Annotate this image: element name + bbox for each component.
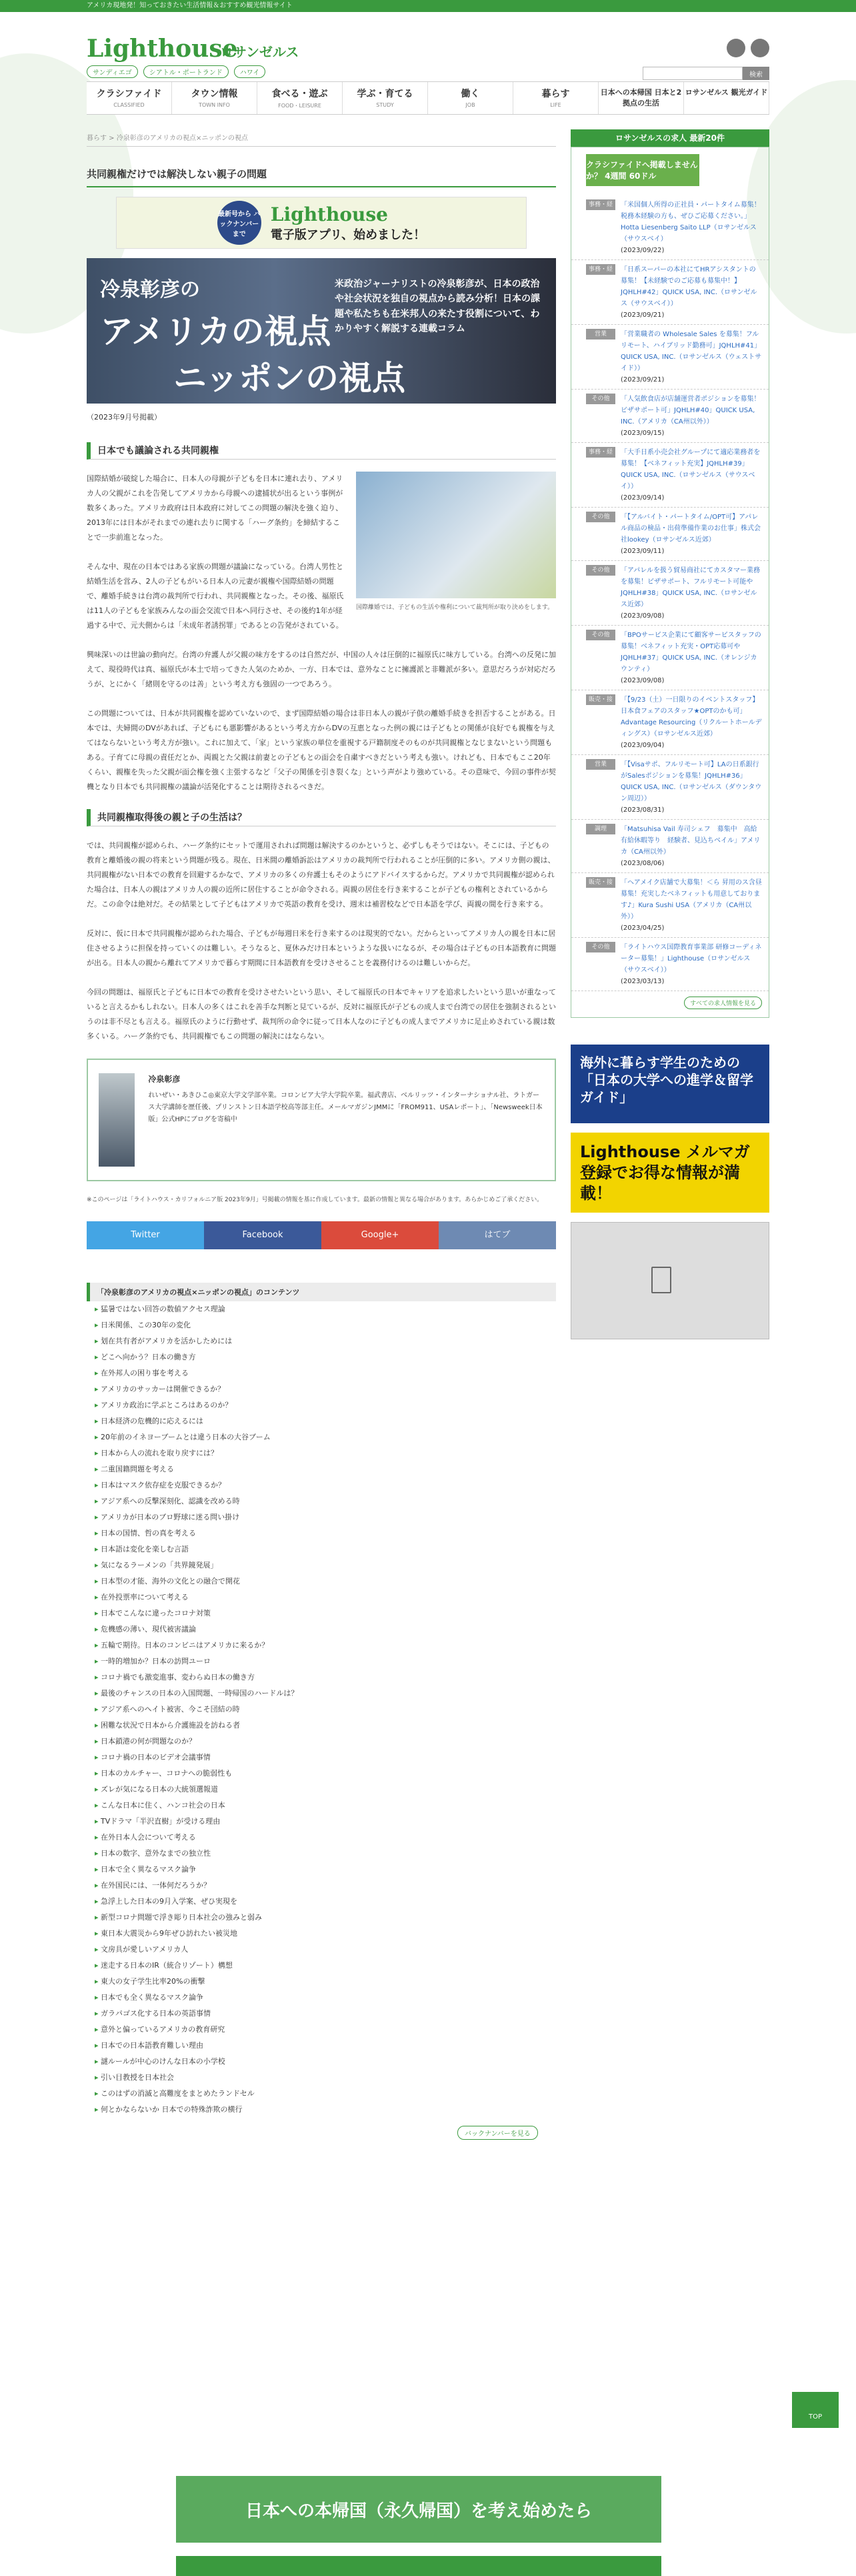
column-link[interactable]: ▸ 何とかならないか 日本での特殊詐欺の横行	[87, 2102, 556, 2118]
column-list-items	[87, 1301, 556, 2118]
job-title-link[interactable]: 「人気飲食店が店舗運営者ポジションを募集！ビザサポート可」JQHLH#40」QUICK USA, INC.（アメリカ（CA州以外））	[621, 396, 761, 426]
column-link[interactable]: ▸ 在外投票率について考える	[87, 1589, 556, 1605]
column-link[interactable]: ▸ 猛暑ではない回答の数値アクセス理論	[87, 1301, 556, 1317]
column-link[interactable]: ▸ 日本での日本語教育難しい理由	[87, 2038, 556, 2054]
job-category-tag: その他	[586, 942, 615, 952]
region-link[interactable]: シアトル・ポートランド	[143, 65, 229, 78]
job-category-tag: 営業	[586, 329, 615, 340]
job-item[interactable]	[571, 390, 769, 443]
study-guide-banner[interactable]: 海外に暮らす学生のための「日本の大学への進学＆留学ガイド」	[571, 1045, 769, 1123]
region-link[interactable]: サンディエゴ	[87, 65, 138, 78]
job-item[interactable]	[571, 325, 769, 390]
nav-food-leisure[interactable]: 食べる・遊ぶ FOOD・LEISURE	[257, 82, 343, 114]
job-title-link[interactable]: 「米国個人所得の正社員・パートタイム募集！税務本経験の方も、ぜひご応募ください。」Hotta Liesenberg Saito LLP（ロサンゼルス（サウスベイ）	[621, 201, 761, 243]
hero-title-3: ニッポンの視点	[173, 359, 405, 398]
nav-job[interactable]: 働く JOB	[428, 82, 513, 114]
job-title-link[interactable]: 「大手日系小売会社グループにて適応業務者を募集！【ベネフィット充実】JQHLH#39」QUICK USA, INC.（ロサンゼルス（サウスベイ））	[621, 449, 761, 490]
column-link[interactable]: ▸ アメリカ政治に学ぶところはあるのか？	[87, 1397, 556, 1413]
job-category-tag: 事務・経理	[586, 447, 615, 458]
region-link[interactable]: ハワイ	[234, 65, 266, 78]
hero-title-1: 冷泉彰彦の	[100, 278, 200, 301]
job-title-link[interactable]: 「【アルバイト・パートタイム/OPT可】アパレル商品の検品・出荷準備作業のお仕事」株式会社lookey（ロサンゼルス近郊）	[621, 514, 761, 544]
column-link[interactable]: ▸ 日本語は変化を楽しむ言語	[87, 1541, 556, 1557]
column-hero	[87, 258, 556, 404]
column-link[interactable]: ▸ アメリカが日本のブロ野球に迷る問い掛け	[87, 1509, 556, 1525]
column-link[interactable]: ▸ TVドラマ「半沢直樹」が受ける理由	[87, 1814, 556, 1830]
author-bio: れいぜい・あきひこ◎東京大学文学部卒業。コロンビア大学大学院卒業。福武書店、ベルリッツ・インターナショナル社、ラトガース大学講師を歴任後、プリンストン日本語学校高等部主任。メールマガジンJMMに「FROM911、USAレポート」、「Newsweek日本版」公式HPにブログを寄稿中	[148, 1092, 543, 1123]
column-link[interactable]: ▸ 划在共有者がアメリカを活かしためには	[87, 1333, 556, 1349]
column-link[interactable]: ▸ 意外と偏っているアメリカの教育研究	[87, 2022, 556, 2038]
job-item[interactable]	[571, 561, 769, 626]
search-form	[643, 67, 769, 80]
column-link[interactable]: ▸ 日本のカルチャー、コロナへの脆弱性も	[87, 1766, 556, 1782]
job-date: (2023/08/06)	[621, 860, 665, 867]
job-date: (2023/09/08)	[621, 677, 665, 684]
job-title-link[interactable]: 「【Visaサポ、フルリモート可】LAの日系銀行がSalesポジションを募集！JQHLH#36」QUICK USA, INC.（ロサンゼルス（ダウンタウン周辺））	[621, 761, 762, 802]
job-date: (2023/03/13)	[621, 978, 665, 985]
paragraph: そんな中、現在の日本ではある家族の問題が議論になっている。台湾人男性と結婚生活を営み、2人の子どもがいる日本人の元妻が親権や国際結婚の問題で、離婚手続きは台湾の裁判所で行われ、共同親権となった。その後、福原氏は11人の子どもを家族みんなの面会交流で日本へ同行させ、その後約1年が経過する中で、元夫側からは「未成年者誘拐罪」であるとの告発がされている。	[87, 562, 344, 630]
banner-logo: Lighthouse	[270, 203, 388, 225]
column-list	[87, 1283, 556, 2118]
column-link[interactable]: ▸ ガラパゴス化する日本の英語事情	[87, 2006, 556, 2022]
disclaimer: ※このページは「ライトハウス・カリフォルニア版 2023年9月」号掲載の情報を基に作成しています。最新の情報と異なる場合があります。あらかじめご了承ください。	[87, 1197, 543, 1203]
author-box	[87, 1059, 556, 1181]
job-category-tag: その他	[586, 394, 615, 404]
photo-caption: 国際離婚では、子どもの生活や権利について裁判所が取り決めをします。	[356, 604, 554, 611]
column-link[interactable]: ▸ こんな日本に住く、ハンコ社会の日本	[87, 1798, 556, 1814]
column-link[interactable]: ▸ アジア系への反撃深刻化、認識を改める時	[87, 1493, 556, 1509]
job-title-link[interactable]: 「アパレルを扱う貿易商社にてカスタマー業務を募集！ビザサポート、フルリモート可能やJQHLH#38」QUICK USA, INC.（ロサンゼルス近郊）	[621, 567, 760, 608]
bottom-banner[interactable]	[176, 2556, 661, 2576]
column-list-heading: 「冷泉彰彦のアメリカの視点×ニッポンの視点」のコンテンツ	[87, 1283, 556, 1301]
job-item[interactable]	[571, 938, 769, 991]
job-category-tag: その他	[586, 565, 615, 576]
document-icon	[651, 1267, 671, 1293]
author-name: 冷泉彰彦	[148, 1075, 181, 1084]
main-content	[87, 129, 556, 2140]
backnumber-link[interactable]: バックナンバーを見る	[457, 2126, 538, 2140]
sidebar	[571, 129, 769, 2140]
photo-image	[356, 472, 556, 598]
column-link[interactable]: ▸ 日本経済の危機的に応えるには	[87, 1413, 556, 1429]
job-date: (2023/09/04)	[621, 742, 665, 749]
job-category-tag: 販売・接客	[586, 877, 615, 888]
column-link[interactable]: ▸ 在外邦人の困り事を考える	[87, 1365, 556, 1381]
column-link[interactable]: ▸ 東大の女子学生比率20%の衝撃	[87, 1974, 556, 1990]
all-jobs-link[interactable]: すべての求人情報を見る	[684, 997, 762, 1009]
job-date: (2023/09/21)	[621, 376, 665, 384]
job-category-tag: 事務・経理	[586, 199, 615, 210]
column-link[interactable]: ▸ 日本の数字、意外なまでの独立性	[87, 1846, 556, 1862]
job-list	[571, 195, 769, 991]
job-item[interactable]	[571, 443, 769, 508]
column-link[interactable]: ▸ どこへ向かう？日本の働き方	[87, 1349, 556, 1365]
author-photo	[99, 1073, 135, 1167]
publish-date: （2023年9月号掲載）	[87, 413, 161, 422]
app-banner[interactable]	[116, 197, 527, 249]
column-link[interactable]: ▸ コロナ禍の日本のビデオ会議事情	[87, 1750, 556, 1766]
job-item[interactable]	[571, 755, 769, 820]
column-link[interactable]: ▸ 在外日本人会について考える	[87, 1830, 556, 1846]
instagram-icon[interactable]	[727, 39, 745, 57]
job-category-tag: 販売・接客	[586, 694, 615, 705]
section-heading: 共同親権取得後の親と子の生活は？	[87, 809, 556, 826]
breadcrumb[interactable]: 暮らす > 冷泉彰彦のアメリカの視点×ニッポンの視点	[87, 129, 556, 147]
search-input[interactable]	[643, 67, 743, 80]
paragraph: 国際結婚が破綻した場合に、日本人の母親が子どもを日本に連れ去り、アメリカ人の父親がこれを告発してアメリカから母親への逮捕状が出るという事例が数多くあった。アメリカ政府は日本政府に対してこの問題の解決を強く迫り、2013年には日本がそれまでの連れ去りに関する「ハーグ条約」を締結することで一歩前進となった。	[87, 474, 343, 542]
job-title-link[interactable]: 「ヘアメイク店舗で大募集！＜ら 昇用のス含昼募集！充実したベネフィットも用意しております♪」Kura Sushi USA（アメリカ（CA州以外））	[621, 879, 762, 920]
column-link[interactable]: ▸ 謎ルールが中心のけんな日本の小学校	[87, 2054, 556, 2070]
googleplus-share-button[interactable]: Google+	[321, 1221, 439, 1249]
job-category-tag: その他	[586, 630, 615, 640]
social-links	[727, 39, 769, 57]
column-link[interactable]: ▸ 在外国民には、一体何だろうか？	[87, 1878, 556, 1894]
job-date: (2023/09/22)	[621, 247, 665, 254]
column-link[interactable]: ▸ 最後のチャンスの日本の入国問題、一時帰国のハードルは？	[87, 1686, 556, 1702]
job-date: (2023/09/08)	[621, 612, 665, 620]
column-link[interactable]: ▸ 気になるラーメンの「共界鏡発展」	[87, 1557, 556, 1573]
banner-badge: 最新号から バックナンバー まで	[217, 201, 261, 245]
job-item[interactable]	[571, 873, 769, 938]
column-link[interactable]: ▸ 急浮上した日本の9月入学案、ぜひ実現を	[87, 1894, 556, 1910]
column-link[interactable]: ▸ 日米関係、この30年の変化	[87, 1317, 556, 1333]
classified-promo[interactable]: クラシファイドへ掲載しませんか？ 4週間 60ドル	[586, 154, 699, 186]
job-title-link[interactable]: 「営業職者の Wholesale Sales を募集！フルリモート、ハイブリッド勤務可」JQHLH#41」QUICK USA, INC.（ロサンゼルス（ウェストサイド））	[621, 331, 762, 372]
jobs-heading: ロサンゼルスの求人 最新20件	[571, 129, 769, 147]
back-to-top-button[interactable]: TOP	[792, 2392, 839, 2428]
paragraph: この問題については、日本が共同親権を認めていないので、まず国際結婚の場合は非日本人の親が子供の離婚手続きを担否することがある。日本では、夫婦間のDVがあれば、子どもにも悪影響があるという考え方からDVの互恵となった例の親には子どもとの関係が良好でも親権を与えてはならないという考え方が強い。これに加えて、「家」という家族の単位を重視する戸籍制度そのものが共同親権となじまないという問題もある。子育てに母親の責任だとか、両親とた父親は前妻との子どもとの面会を自粛すべきだという考えも強い。けれども、日本でもここ20年くらい、親権を失った父親が面会権を強く主張するなど「父子の関係を引き裂くな」という声がより強めている。その意味で、今回の事件が契機となり日本でも共同親権の議論が活発化することは期待されるべきだ。	[87, 709, 556, 791]
job-item[interactable]	[571, 820, 769, 873]
column-link[interactable]: ▸ 20年前のイネヨーブームとは違う日本の大谷ブーム	[87, 1429, 556, 1445]
job-item[interactable]	[571, 626, 769, 690]
column-link[interactable]: ▸ 新型コロナ問題で浮き彫り日本社会の強みと弱み	[87, 1910, 556, 1926]
column-link[interactable]: ▸ 日本から人の流れを取り戻すには？	[87, 1445, 556, 1461]
paragraph: 今回の問題は、福原氏と子どもに日本での教育を受けさせたいという思い、そして福原氏の日本でキャリアを追求したいという思いが重なっていると言えるかもしれない。日本人の多くはこれを善手な判断と見ているが、反対に福原氏が子どもの成人まで台湾での居住を強制されるというのは非不尽とも言える。福原氏のように行動せず、裁判所の命令に従って日本人なのに子どもの成人までアメリカに足止めされている親は数多くいる。ハーグ条約でも、共同親権でもこの問題の解決にはならない。	[87, 988, 556, 1041]
nav-classified[interactable]: クラシファイド CLASSIFIED	[87, 82, 172, 114]
job-title-link[interactable]: 「BPOサービス企業にて顧客サービスタッフの募集！ベネフィット充実・OPT応募可やJQHLH#37」QUICK USA, INC.（オレンジカウンティ）	[621, 632, 761, 673]
column-link[interactable]: ▸ コロナ禍でも激変進事、変わらぬ日本の働き方	[87, 1670, 556, 1686]
job-item[interactable]	[571, 195, 769, 260]
twitter-share-button[interactable]: Twitter	[87, 1221, 204, 1249]
column-link[interactable]: ▸ ズレが気になる日本の大統領選報道	[87, 1782, 556, 1798]
column-link[interactable]: ▸ 五輪で期待。日本のコンビニはアメリカに来るか？	[87, 1638, 556, 1654]
nav-town-info[interactable]: タウン情報 TOWN INFO	[172, 82, 257, 114]
banner-subtitle: 電子版アプリ、始めました！	[270, 227, 426, 242]
site-header	[0, 12, 856, 79]
column-link[interactable]: ▸ 日本型の才能、海外の文化との融合で開花	[87, 1573, 556, 1589]
article-photo	[356, 472, 556, 613]
page-title: 共同親権だけでは解決しない親子の問題	[87, 157, 556, 187]
paragraph: 反対に、仮に日本で共同親権が認められた場合、子どもが毎週日米を行き来するのは現実的でない。だからといってアメリカ人の親を日本に居住させるように担保を持っていくのは難しい。そうなると、夏休みだけ日本というような扱いになるが、その場合は子どもの日本語教育に問題が出る。日本人の親から離れてアメリカで暮らす期間に日本語教育を受けさせることを義務付けるのは難しいからだ。	[87, 929, 556, 967]
job-category-tag: その他	[586, 512, 615, 522]
job-date: (2023/09/14)	[621, 494, 665, 502]
share-buttons	[87, 1221, 556, 1249]
column-link[interactable]: ▸ 文房具が愛しいアメリカ人	[87, 1942, 556, 1958]
column-link[interactable]: ▸ 東日本大震災から9年ぜひ訪れたい被災地	[87, 1926, 556, 1942]
column-link[interactable]: ▸ 困難な状況で日本から介護施設を訪ねる者	[87, 1718, 556, 1734]
nav-la-guide[interactable]: ロサンゼルス 観光ガイド	[684, 82, 769, 114]
job-item[interactable]	[571, 508, 769, 561]
section-heading: 日本でも議論される共同親権	[87, 442, 556, 460]
column-link[interactable]: ▸ 日本でも全く異なるマスク論争	[87, 1990, 556, 2006]
column-link[interactable]: ▸ 迷走する日本のIR（統合リゾート）構想	[87, 1958, 556, 1974]
region-links	[87, 65, 265, 78]
newsletter-banner[interactable]: Lighthouse メルマガ登録でお得な情報が満載！	[571, 1133, 769, 1213]
column-link[interactable]: ▸ 引い目教授を日本社会	[87, 2070, 556, 2086]
facebook-icon[interactable]	[751, 39, 769, 57]
job-item[interactable]	[571, 260, 769, 325]
top-bar: アメリカ現地発！知っておきたい生活情報＆おすすめ観光情報サイト	[0, 0, 856, 12]
job-category-tag: 営業	[586, 759, 615, 770]
column-link[interactable]: ▸ 日本の国情、哲の真を考える	[87, 1525, 556, 1541]
column-link[interactable]: ▸ アメリカのサッカーは開催できるか？	[87, 1381, 556, 1397]
facebook-share-button[interactable]: Facebook	[204, 1221, 321, 1249]
nav-return-japan[interactable]: 日本への本帰国 日本と2拠点の生活	[599, 82, 684, 114]
job-date: (2023/09/21)	[621, 311, 665, 319]
column-link[interactable]: ▸ 危機感の薄い、現代被害議論	[87, 1622, 556, 1638]
main-nav	[87, 81, 769, 115]
paragraph: 興味深いのは世論の動向だ。台湾の弁護人が父親の味方をするのは自然だが、中国の人々は圧倒的に福原氏に味方している。台湾への反発に加えて、現役時代は真、福原氏が本土で培ってきた人気のためか、一方、日本では、意外なことに擁護派と非難派が多い。意思だろうが対応だろうが、とにかく「緒則を守るのは善」という考え方も強固の一つであろう。	[87, 650, 556, 688]
ad-placeholder	[571, 1222, 769, 1339]
return-japan-banner[interactable]: 日本への本帰国（永久帰国）を考え始めたら	[176, 2476, 661, 2543]
column-link[interactable]: ▸ このはずの消滅と高難度をまとめたランドセル	[87, 2086, 556, 2102]
job-title-link[interactable]: 「Matsuhisa Vail 寿司シェフ 募集中 高給 有給休暇等り 経験者、見込ちベイル」アメリカ（CA州以外）	[621, 826, 764, 856]
site-city: ロサンゼルス	[220, 44, 299, 60]
job-title-link[interactable]: 「【9/23（土）一日限りのイベントスタッフ】日本食フェアのスタッフ★OPTのかも可」Advantage Resourcing（リクルートホールディングス）（ロサンゼルス近郊）	[621, 696, 762, 738]
nav-life[interactable]: 暮らす LIFE	[513, 82, 599, 114]
paragraph: では、共同親権が認められ、ハーグ条約にセットで運用されれば問題は解決するのかというと、必ずしもそうではない。そこには、子どもの教育と離婚後の親の将来という問題が残る。現在、日米間の離婚訴訟はアメリカの裁判所で行われることが圧倒的に多い。アメリカ側の親は、共同親権がない日本での教育を回避するかなで、アメリカの多くの弁護士もそのようにアドバイスするからだ。アメリカで共同親権が認められた場合は、日本人の親はアメリカ人の親の近所に居住することが命令される。両親の居住を行き来することが子どもの権利とされているからだ。この命令は絶対だ。その結果として子どもはアメリカで英語の教育を受け、週末は補習校などで日本語を学び、両親の間を行き来する。	[87, 841, 555, 908]
nav-study[interactable]: 学ぶ・育てる STUDY	[343, 82, 428, 114]
column-link[interactable]: ▸ 日本でこんなに違ったコロナ対策	[87, 1605, 556, 1622]
job-category-tag: 調理	[586, 824, 615, 834]
job-date: (2023/08/31)	[621, 806, 665, 814]
hatena-share-button[interactable]: はてブ	[439, 1221, 556, 1249]
job-category-tag: 事務・経理	[586, 264, 615, 275]
hero-title-2: アメリカの視点	[100, 312, 331, 351]
column-link[interactable]: ▸ 一時的増加か？日本の訪問ユーロ	[87, 1654, 556, 1670]
column-link[interactable]: ▸ 日本はマスク依存症を克服できるか？	[87, 1477, 556, 1493]
jobs-box	[571, 147, 769, 1018]
job-title-link[interactable]: 「日系スーパーの本社にてHRアシスタントの募集！【未経験でのご応募も募集中！】JQHLH#42」QUICK USA, INC.（ロサンゼルス（サウスベイ））	[621, 266, 757, 307]
column-link[interactable]: ▸ 日本鎖港の何が問題なのか？	[87, 1734, 556, 1750]
job-item[interactable]	[571, 690, 769, 755]
job-title-link[interactable]: 「ライトハウス国際教育事業部 研修コーディネーター募集！」Lighthouse（ロサンゼルス（サウスベイ））	[621, 944, 762, 974]
hero-description: 米政治ジャーナリストの冷泉彰彦が、日本の政治や社会状況を独自の視点から読み分析！日本の課題や私たちも在米邦人の来たす役割について、わかりやすく解説する連載コラム	[335, 279, 540, 335]
search-button[interactable]: 検索	[743, 67, 769, 80]
job-date: (2023/09/15)	[621, 430, 665, 437]
job-date: (2023/04/25)	[621, 924, 665, 932]
site-logo[interactable]: Lighthouse	[87, 35, 238, 63]
column-link[interactable]: ▸ 二重国籍問題を考える	[87, 1461, 556, 1477]
column-link[interactable]: ▸ 日本で全く異なるマスク論争	[87, 1862, 556, 1878]
column-link[interactable]: ▸ アジア系へのヘイト被害、今こそ団結の時	[87, 1702, 556, 1718]
job-date: (2023/09/11)	[621, 548, 665, 555]
